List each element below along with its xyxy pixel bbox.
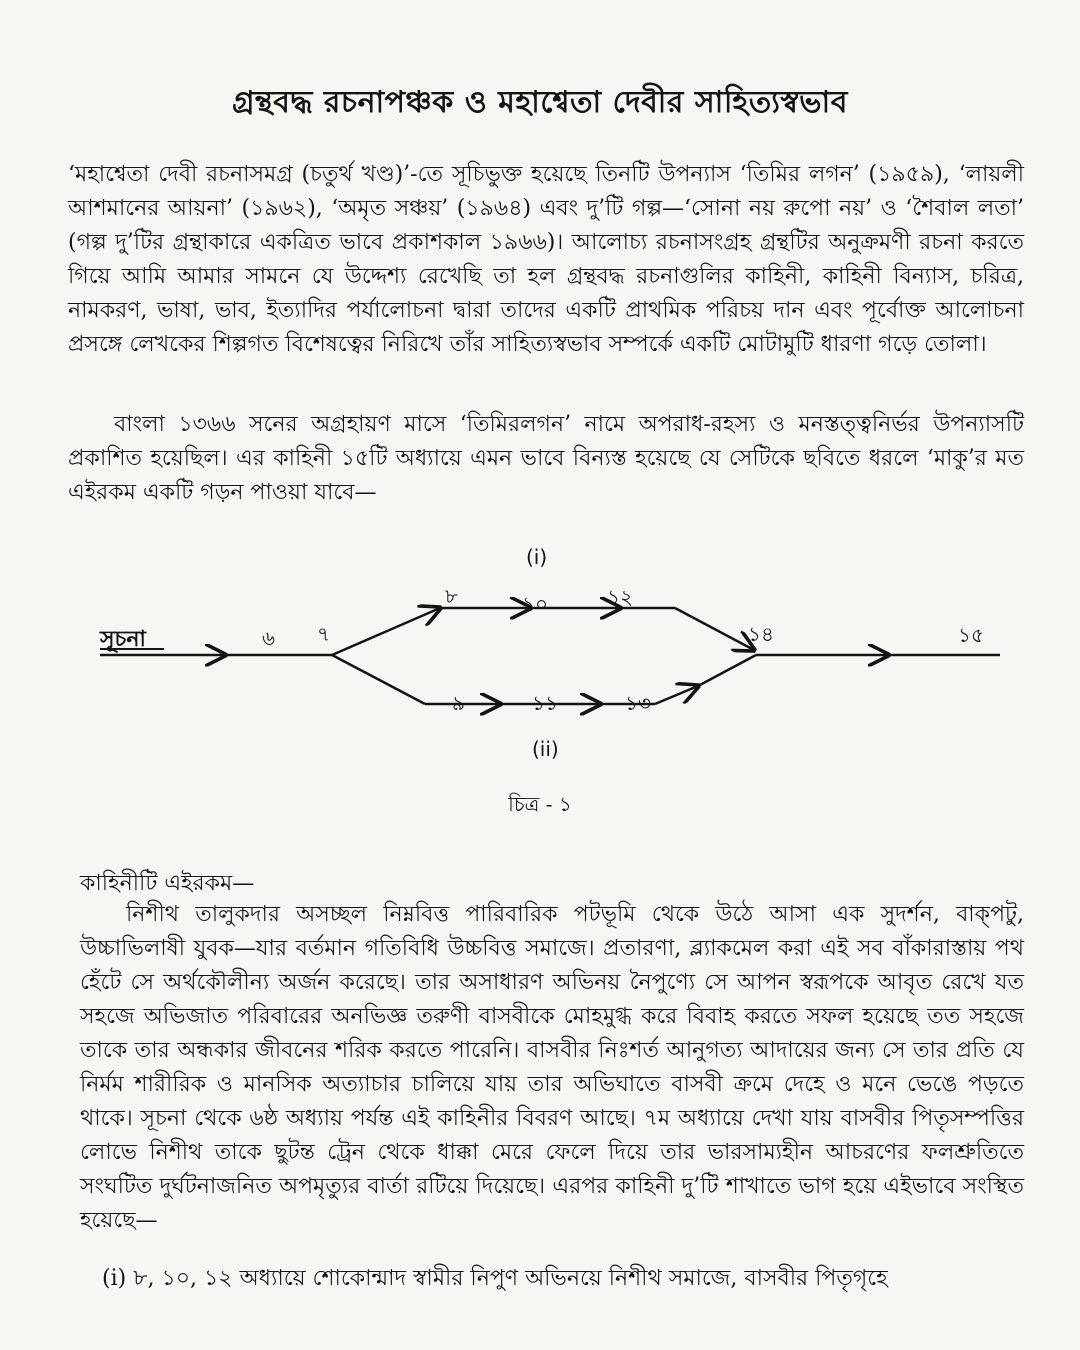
node-6: ৬ [262,626,276,650]
lower-branch-rise [655,686,698,704]
paragraph-intro: ‘মহাশ্বেতা দেবী রচনাসমগ্র (চতুর্থ খণ্ড)’-তে সূচিভুক্ত হয়েছে তিনটি উপন্যাস ‘তিমির লগন’ (১৯৫৯), ‘লায়লী আশমানের আয়না’ (১৯৬২), ‘অমৃত সঞ্চয়’ (১৯৬৪) এবং দু’টি গল্প—‘সোনা নয় রুপো নয়’ ও ‘শৈবাল লতা’ (গল্প দু’টির গ্রন্থাকারে একত্রিত ভাবে প্রকাশকাল ১৯৬৬)। আলোচ্য রচনাসংগ্রহ গ্রন্থটির অনুক্রমণী রচনা করতে গিয়ে আমি আমার সামনে যে উদ্দেশ্য রেখেছি তা হল গ্রন্থবদ্ধ রচনাগুলির কাহিনী, কাহিনী বিন্যাস, চরিত্র, নামকরণ, ভাষা, ভাব, ইত্যাদির পর্যালোচনা দ্বারা তাদের একটি প্রাথমিক পরিচয় দান এবং পূর্বোক্ত আলোচনা প্রসঙ্গে লেখকের শিল্পগত বিশেষত্বের নিরিখে তাঁর সাহিত্যস্বভাব সম্পর্কে একটি মোটামুটি ধারণা গড়ে তোলা। [68,162,1024,357]
branch-upper-label: (i) [526,545,548,569]
paragraph-timir-lagan: বাংলা ১৩৬৬ সনের অগ্রহায়ণ মাসে ‘তিমিরলগন’ নামে অপরাধ-রহস্য ও মনস্তত্ত্বনির্ভর উপন্যাসটি প্রকাশিত হয়েছিল। এর কাহিনী ১৫টি অধ্যায়ে এমন ভাবে বিন্যস্ত হয়েছে যে সেটিকে ছবিতে ধরলে ‘মাকু’র মত এইরকম একটি গড়ন পাওয়া যাবে— [68,412,1024,505]
story-heading: কাহিনীটি এইরকম— [80,871,255,896]
node-8: ৮ [445,584,458,608]
node-11: ১১ [532,691,558,715]
paragraph-branch-one: (i) ৮, ১০, ১২ অধ্যায়ে শোকোন্মাদ স্বামীর নিপুণ অভিনয়ে নিশীথ সমাজে, বাসবীর পিতৃগৃহে [102,1266,888,1291]
page-title: গ্রন্থবদ্ধ রচনাপঞ্চক ও মহাশ্বেতা দেবীর সাহিত্যস্বভাব [232,85,848,120]
branch-lower-label: (ii) [532,737,559,761]
node-9: ৯ [452,691,465,715]
node-12: ১২ [607,585,633,609]
upper-branch-fall [675,608,754,650]
lower-branch-fall [332,655,425,704]
lower-branch-rise-2 [698,655,756,686]
node-13: ১৩ [625,691,651,715]
node-7: ৭ [317,622,331,646]
node-14: ১৪ [748,622,774,646]
node-15: ১৫ [958,623,984,647]
story-structure-diagram [80,538,1020,798]
paragraph-story: নিশীথ তালুকদার অসচ্ছল নিম্নবিত্ত পারিবারিক পটভূমি থেকে উঠে আসা এক সুদর্শন, বাক্‌পটু, উচ্চাভিলাষী যুবক—যার বর্তমান গতিবিধি উচ্চবিত্ত সমাজে। প্রতারণা, ব্ল্যাকমেল করা এই সব বাঁকারাস্তায় পথ হেঁটে সে অর্থকৌলীন্য অর্জন করেছে। তার অসাধারণ অভিনয় নৈপুণ্যে সে আপন স্বরূপকে আবৃত রেখে যত সহজে অভিজাত পরিবারের অনভিজ্ঞ তরুণী বাসবীকে মোহমুগ্ধ করে বিবাহ করতে সফল হয়েছে তত সহজে তাকে তার অন্ধকার জীবনের শরিক করতে পারেনি। বাসবীর নিঃশর্ত আনুগত্য আদায়ের জন্য সে তার প্রতি যে নির্মম শারীরিক ও মানসিক অত্যাচার চালিয়ে যায় তার অভিঘাতে বাসবী ক্রমে দেহে ও মনে ভেঙে পড়তে থাকে। সূচনা থেকে ৬ষ্ঠ অধ্যায় পর্যন্ত এই কাহিনীর বিবরণ আছে। ৭ম অধ্যায়ে দেখা যায় বাসবীর পিতৃসম্পত্তির লোভে নিশীথ তাকে ছুটন্ত ট্রেন থেকে ধাক্কা মেরে ফেলে দিয়ে তার ভারসাম্যহীন আচরণের ফলশ্রুতিতে সংঘটিত দুর্ঘটনাজনিত অপমৃত্যুর বার্তা রটিয়ে দিয়েছে। এরপর কাহিনী দু’টি শাখাতে ভাগ হয়ে এইভাবে সংস্থিত হয়েছে— [80,902,1024,1233]
start-label: সূচনা [100,627,146,652]
node-10: ১০ [522,592,548,616]
upper-branch-rise [332,608,440,655]
figure-caption: চিত্র - ১ [508,792,572,816]
